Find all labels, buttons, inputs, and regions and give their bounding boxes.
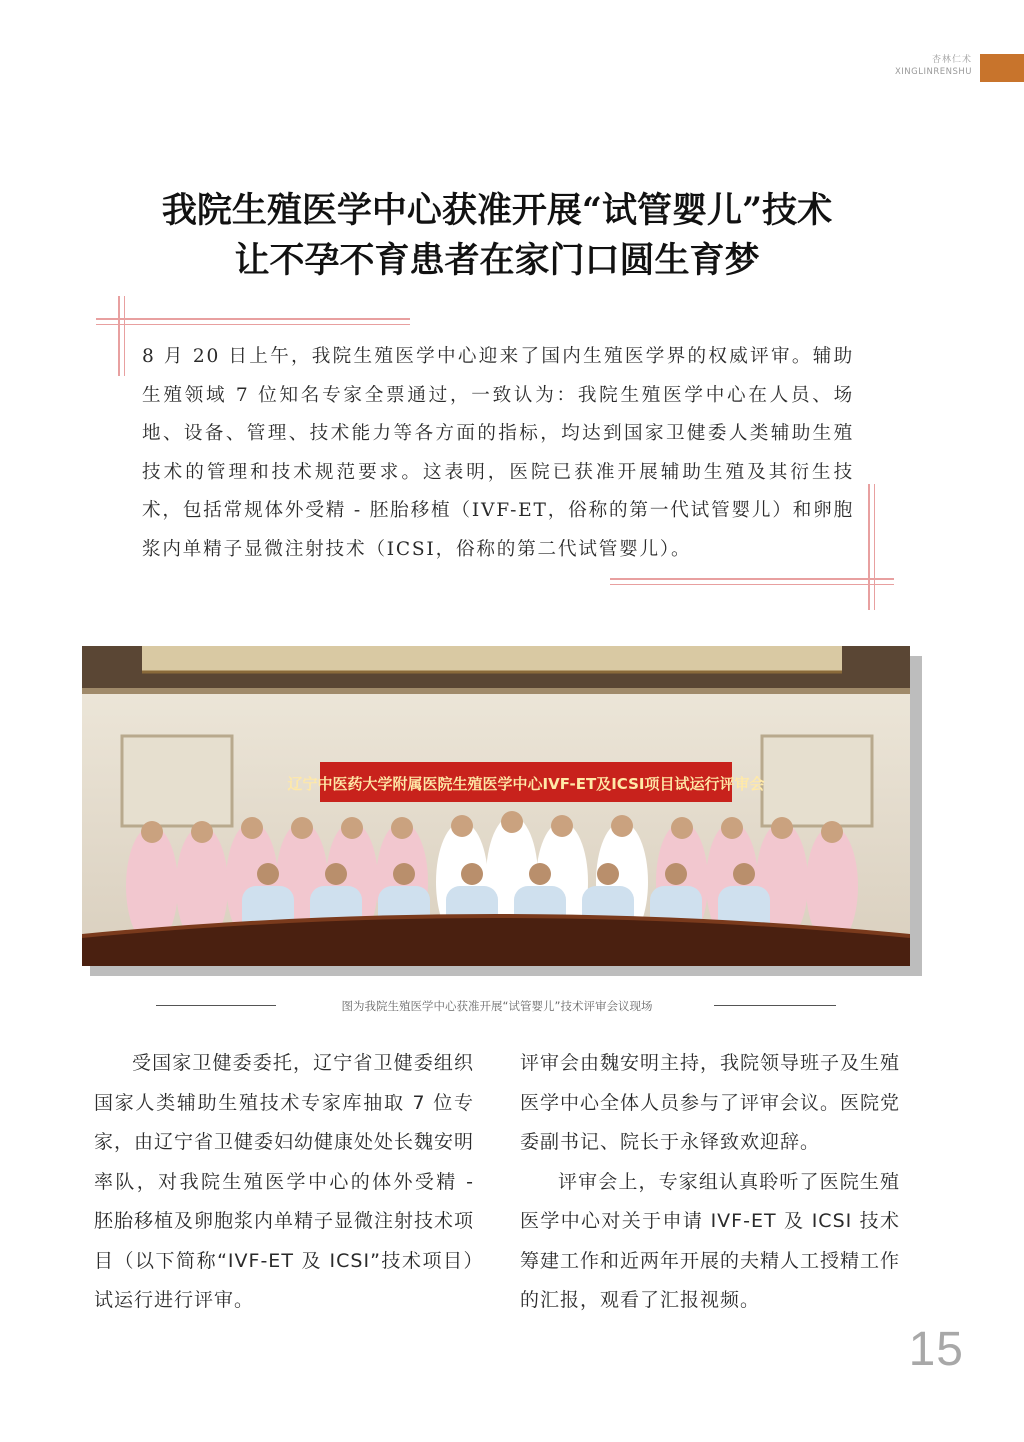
body-column-right [520, 1044, 900, 1321]
body-paragraph: 评审会上，专家组认真聆听了医院生殖医学中心对关于申请 IVF-ET 及 ICSI 技术筹建工作和近两年开展的夫精人工授精工作的汇报，观看了汇报视频。 [520, 1170, 901, 1311]
frame-line [124, 296, 125, 376]
caption-rule-left [156, 1005, 276, 1006]
meeting-photo [82, 646, 910, 966]
frame-line [610, 584, 894, 585]
section-tag-cn: 杏林仁术 [931, 55, 972, 65]
section-color-block [980, 54, 1024, 82]
title-line-1: 我院生殖医学中心获准开展“试管婴儿”技术 [161, 190, 833, 231]
article-title [60, 186, 934, 286]
section-tag-en: XINGLINRENSHU [894, 67, 972, 77]
intro-paragraph: 8 月 20 日上午，我院生殖医学中心迎来了国内生殖医学界的权威评审。辅助生殖领域 7 位知名专家全票通过，一致认为：我院生殖医学中心在人员、场地、设备、管理、技术能力等各方面的指标，均达到国家卫健委人类辅助生殖技术的管理和技术规范要求。这表明，医院已获准开展辅助生殖及其衍生技术，包括常规体外受精 - 胚胎移植（IVF-ET，俗称的第一代试管婴儿）和卵胞浆内单精子显微注射技术（ICSI，俗称的第二代试管婴儿）。 [142, 346, 854, 560]
title-line-2: 让不孕不育患者在家门口圆生育梦 [234, 240, 760, 281]
body-paragraph: 受国家卫健委委托，辽宁省卫健委组织国家人类辅助生殖技术专家库抽取 7 位专家，由辽宁省卫健委妇幼健康处处长魏安明率队，对我院生殖医学中心的体外受精 - 胚胎移植及卵胞浆内单精子显微注射技术项目（以下简称“IVF-ET 及 ICSI”技术项目）试运行进行评审。 [94, 1052, 475, 1311]
photo-caption: 图为我院生殖医学中心获准开展“试管婴儿”技术评审会议现场 [341, 999, 653, 1013]
frame-line [96, 324, 410, 325]
frame-line [874, 484, 875, 610]
photo-banner-text: 辽宁中医药大学附属医院生殖医学中心IVF-ET及ICSI项目试运行评审会 [287, 775, 765, 793]
body-paragraph: 评审会由魏安明主持，我院领导班子及生殖医学中心全体人员参与了评审会议。医院党委副书记、院长于永铎致欢迎辞。 [520, 1052, 901, 1153]
frame-line [610, 578, 894, 580]
photo-caption-row [156, 996, 836, 1016]
section-tag [895, 52, 972, 77]
page-number: 15 [908, 1323, 964, 1376]
frame-line [118, 296, 120, 376]
frame-line [868, 484, 870, 610]
caption-rule-right [714, 1005, 836, 1006]
frame-line [96, 318, 410, 320]
body-column-left [94, 1044, 474, 1321]
